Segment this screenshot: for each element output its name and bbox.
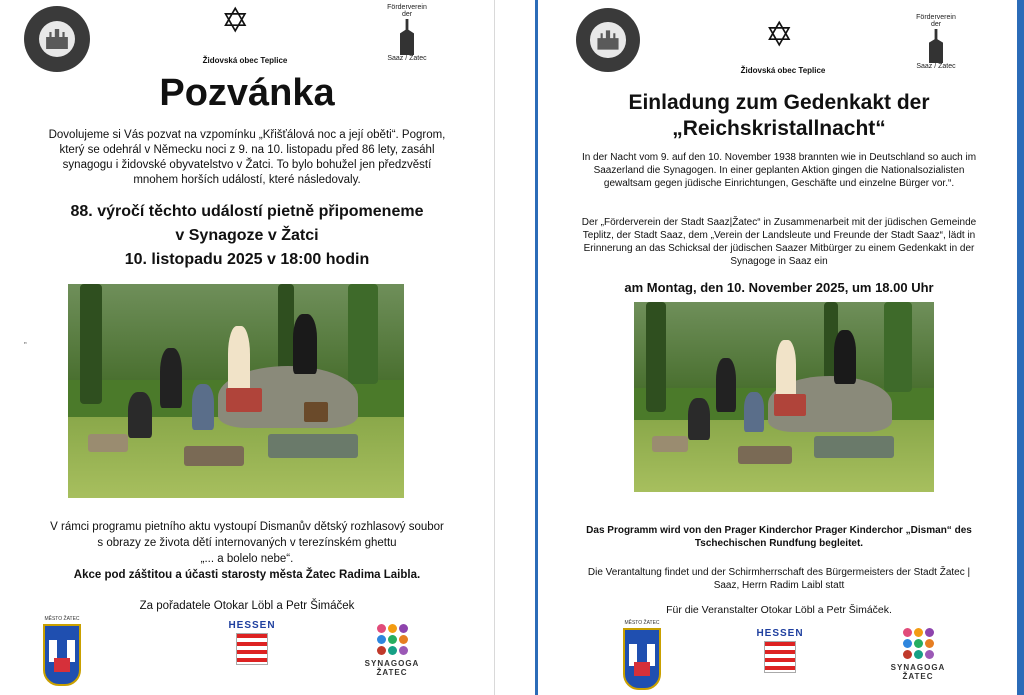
star-of-david-icon: ✡ <box>765 15 794 55</box>
zatec-label: ŽATEC <box>376 668 408 677</box>
hessen-label: HESSEN <box>228 620 276 631</box>
program-line2: s obrazy ze života dětí internovaných v terezínském ghettu <box>97 537 397 549</box>
patronage-text: Die Verantaltung findet und der Schirmherrschaft des Bürgermeisters der Stadt Žatec | Saaz, Herrn Radim Laibl statt <box>587 567 971 591</box>
headline-venue: v Synagoze v Žatci <box>175 227 319 244</box>
coat-caption: MĚSTO ŽATEC <box>624 620 660 626</box>
coat-caption: MĚSTO ŽATEC <box>44 616 80 622</box>
german-invitation-page <box>535 0 1020 695</box>
page-title <box>538 90 1020 142</box>
foerderverein-line1: Förderverein <box>916 14 956 21</box>
program-line1: V rámci programu pietního aktu vystoupí Dismanův dětský rozhlasový soubor <box>50 521 444 533</box>
star-of-david-icon: ✡ <box>221 1 250 41</box>
zatec-coat-of-arms <box>34 616 90 686</box>
synagoga-zatec-logo <box>888 628 948 681</box>
jewish-community-label: Židovská obec Teplice <box>740 66 826 75</box>
event-headline <box>0 200 494 272</box>
hessen-label: HESSEN <box>756 628 804 639</box>
foerderverein-logo <box>910 14 962 70</box>
organizers-text: Za pořadatele Otokar Löbl a Petr Šimáček <box>139 600 355 612</box>
right-frame-edge <box>1017 0 1024 695</box>
program-line3: „... a bolelo nebe“. <box>200 553 294 565</box>
program-text <box>20 519 474 583</box>
foerderverein-line1: Förderverein <box>387 4 427 11</box>
page-gap <box>495 0 535 695</box>
foerderverein-line2: der <box>930 21 942 28</box>
hessen-logo <box>222 620 282 665</box>
zatec-coat-of-arms <box>614 620 670 690</box>
synagoga-dots-icon <box>903 628 934 659</box>
church-tower-icon <box>400 19 414 55</box>
synagoga-dots-icon <box>377 624 408 655</box>
stray-mark: „ <box>24 336 27 345</box>
zatec-label: ŽATEC <box>902 672 934 681</box>
title-line2: „Reichskristallnacht“ <box>672 117 886 140</box>
event-date: am Montag, den 10. November 2025, um 18.00 Uhr <box>624 280 934 295</box>
page-title: Pozvánka <box>159 72 335 114</box>
foerderverein-caption: Saaz / Žatec <box>387 55 427 62</box>
association-seal-logo <box>576 8 640 72</box>
foerderverein-logo <box>383 4 431 62</box>
patronage-text: Akce pod záštitou a účasti starosty města Žatec Radima Laibla. <box>73 569 421 581</box>
headline-anniversary: 88. výročí těchto událostí pietně připomeneme <box>70 203 424 220</box>
headline-date: 10. listopadu 2025 v 18:00 hodin <box>124 251 370 268</box>
organizers-text: Für die Veranstalter Otokar Löbl a Petr Šimáček. <box>666 604 892 616</box>
hessen-logo <box>750 628 810 673</box>
children-event-photo <box>68 284 404 498</box>
hessen-flag-icon <box>236 633 268 665</box>
czech-invitation-page <box>0 0 495 695</box>
association-seal-logo <box>24 6 90 72</box>
invitation-paragraph: Der „Förderverein der Stadt Saaz|Žatec“ in Zusammenarbeit mit der jüdischen Gemeinde Teplitz, der Stadt Saaz, dem „Verein der Landsleute und Freunde der Stadt Saaz“, lädt in Erinnerung an das Schicksal der jüdischen Saazer Mitbürger zu einem Gedenkakt in der Synagoge in Saaz ein <box>581 217 977 267</box>
title-line1: Einladung zum Gedenkakt der <box>628 91 930 114</box>
jewish-community-label: Židovská obec Teplice <box>202 56 288 65</box>
synagoga-label: SYNAGOGA <box>364 659 420 668</box>
synagoga-label: SYNAGOGA <box>890 663 946 672</box>
foerderverein-caption: Saaz / Žatec <box>916 63 956 70</box>
hessen-flag-icon <box>764 641 796 673</box>
children-event-photo <box>634 302 934 492</box>
church-tower-icon <box>929 29 943 63</box>
intro-paragraph: Dovolujeme si Vás pozvat na vzpomínku „Křišťálová noc a její oběti“. Pogrom, který se odehrál v Německu noci z 9. na 10. listopadu před 86 lety, zasáhl synagogu i židovské obyvatelstvo v Žatci. To bylo bohužel jen předzvěstí mnohem horších událostí, které následovaly. <box>48 129 446 186</box>
history-paragraph: In der Nacht vom 9. auf den 10. November 1938 brannten wie in Deutschland so auch im Saazerland die Synagogen. In einer geplanten Aktion gingen die Nationalsozialisten gewaltsam gegen jüdische Einrichtungen, Geschäfte und einzelne Bürger vor.“. <box>581 152 977 189</box>
program-text: Das Programm wird von den Prager Kinderchor Prager Kinderchor „Disman“ des Tschechischen Rundfung begleitet. <box>586 525 972 549</box>
foerderverein-line2: der <box>401 11 413 18</box>
synagoga-zatec-logo <box>362 624 422 677</box>
